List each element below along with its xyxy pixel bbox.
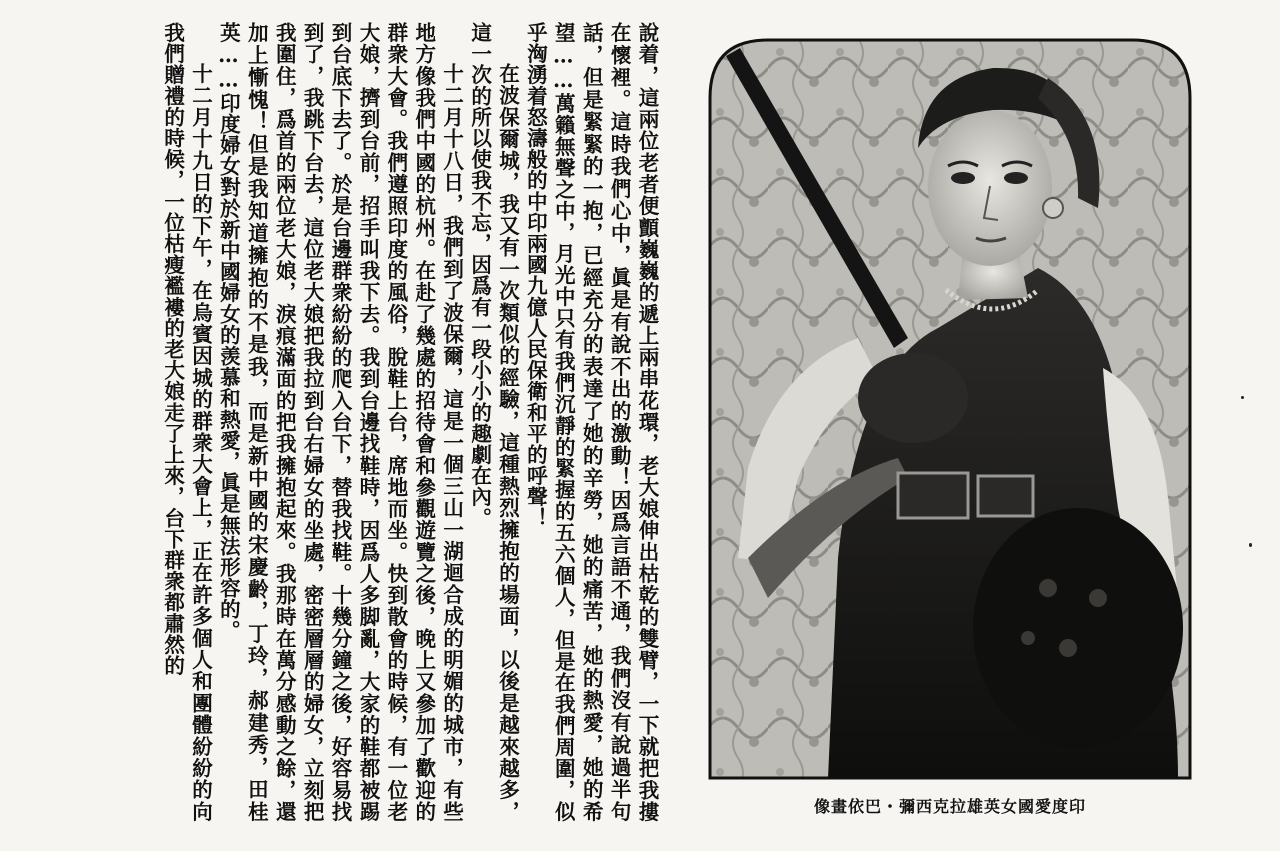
- portrait-illustration: [708, 38, 1192, 780]
- article-text: [60, 22, 660, 822]
- portrait-figure: [708, 38, 1192, 780]
- paragraph-2: 在波保爾城，我又有一次類似的經驗，這種熱烈擁抱的場面，以後是越來越多，這一次的所以使我不忘，因爲有一段小小的趣劇在內。: [467, 22, 520, 822]
- scan-speck: [1241, 396, 1244, 399]
- paragraph-3: 十二月十八日，我們到了波保爾，這是一個三山一湖迴合成的明媚的城市，有些地方像我們中國的杭州。在赴了幾處的招待會和參觀遊覽之後，晚上又參加了歡迎的群衆大會。我們遵照印度的風俗，脫鞋上台，席地而坐。快到散會的時候，有一位老大娘，擠到台前，招手叫我下去。我到台邊找鞋時，因爲人多脚亂，大家的鞋都被踢到台底下去了。於是台邊群衆紛紛的爬入台下，替我找鞋。十幾分鐘之後，好容易找到了，我跳下台去，這位老大娘把我拉到台右婦女的坐處，密密層層的婦女，立刻把我圍住，爲首的兩位老大娘，淚痕滿面的把我擁抱起來。我那時在萬分感動之餘，還加上慚愧！但是我知道擁抱的不是我，而是新中國的宋慶齡，丁玲，郝建秀，田桂英……印度婦女對於新中國婦女的羡慕和熱愛，眞是無法形容的。: [216, 22, 464, 822]
- paragraph-4: 十二月十九日的下午，在烏賓因城的群衆大會上，正在許多個人和團體紛紛的向我們贈禮的時候，一位枯瘦襤褸的老大娘走了上來，台下群衆都肅然的: [160, 22, 213, 822]
- scan-speck: [1249, 543, 1252, 547]
- figure-caption: 印度愛國女英雄拉克西彌・巴依畫像: [813, 797, 1086, 816]
- paragraph-1: 說着，這兩位老者便顫巍巍的遞上兩串花環，老大娘伸出枯乾的雙臂，一下就把我摟在懷裡。這時我們心中，眞是有說不出的激動！因爲言語不通，我們沒有說過半句話，但是緊緊的一抱，已經充分的表達了她的辛勞，她的痛苦，她的熱愛，她的希望……萬籟無聲之中，月光中只有我們沉靜的緊握的五六個人，但是在我們周圍，似乎洶湧着怒濤般的中印兩國九億人民保衛和平的呼聲！: [523, 22, 659, 822]
